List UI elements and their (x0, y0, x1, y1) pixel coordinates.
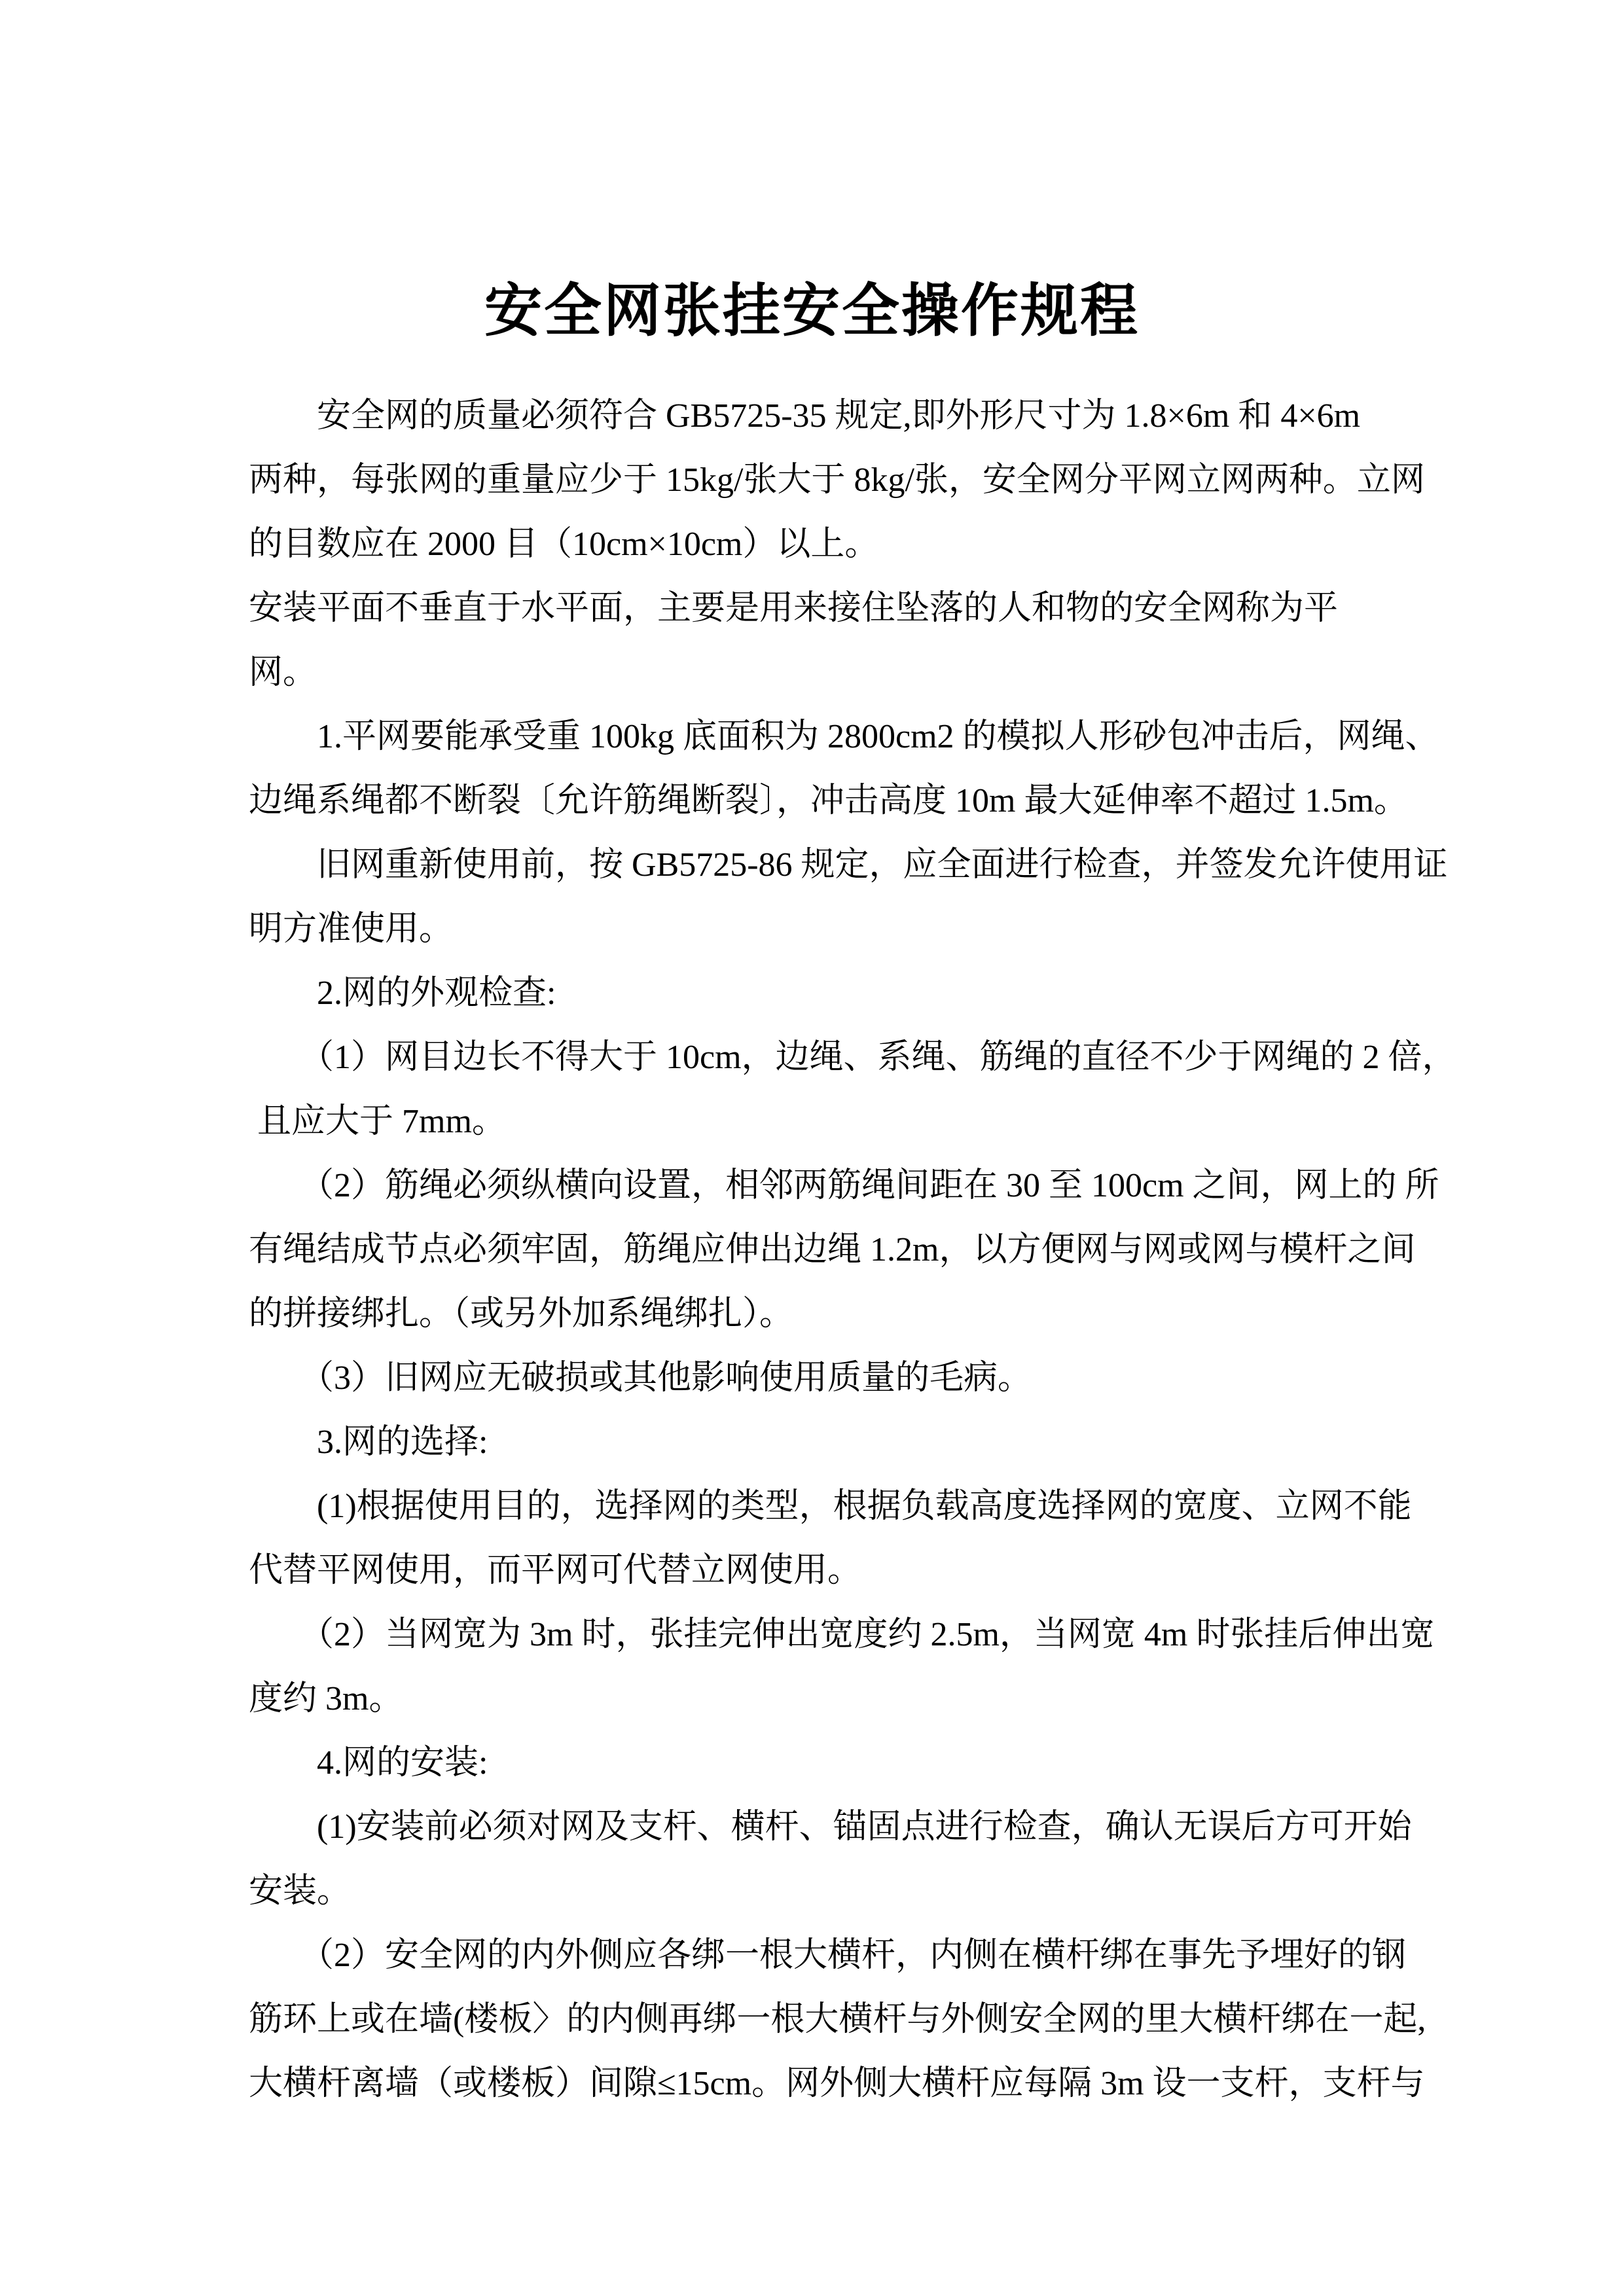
text-line: 4.网的安装: (249, 1744, 488, 1782)
text-line: （3）旧网应无破损或其他影响使用质量的毛病。 (249, 1359, 1032, 1397)
text-line: 网。 (249, 654, 317, 691)
text-line: 安全网的质量必须符合 GB5725-35 规定,即外形尺寸为 1.8×6m 和 4×6m (249, 397, 1361, 435)
text-line: 的目数应在 2000 目（10cm×10cm）以上。 (249, 526, 879, 563)
text-line: 的拼接绑扎。（或另外加系绳绑扎）。 (249, 1295, 794, 1333)
text-line: 且应大于 7mm。 (249, 1103, 506, 1140)
text-line: 明方准使用。 (249, 910, 454, 948)
text-line: (1)根据使用目的，选择网的类型，根据负载高度选择网的宽度、立网不能 (249, 1488, 1412, 1525)
text-line: 2.网的外观检查: (249, 975, 556, 1012)
text-line: 安装平面不垂直于水平面，主要是用来接住坠落的人和物的安全网称为平 (249, 590, 1339, 627)
page-title: 安全网张挂安全操作规程 (484, 280, 1140, 344)
text-line: 3.网的选择: (249, 1424, 488, 1461)
text-line: 有绳结成节点必须牢固，筋绳应伸出边绳 1.2m，以方便网与网或网与模杆之间 (249, 1231, 1416, 1268)
text-line: 两种，每张网的重量应少于 15kg/张大于 8kg/张，安全网分平网立网两种。立网 (249, 461, 1425, 499)
text-line: 大横杆离墙（或楼板）间隙≤15cm。网外侧大横杆应每隔 3m 设一支杆，支杆与 (249, 2065, 1425, 2102)
text-line: 旧网重新使用前，按 GB5725-86 规定，应全面进行检查，并签发允许使用证 (249, 846, 1448, 884)
text-line: 1.平网要能承受重 100kg 底面积为 2800cm2 的模拟人形砂包冲击后，网绳、 (249, 718, 1439, 755)
text-line: （1）网目边长不得大于 10cm，边绳、系绳、筋绳的直径不少于网绳的 2 倍， (249, 1039, 1456, 1076)
text-line: （2）筋绳必须纵横向设置，相邻两筋绳间距在 30 至 100cm 之间，网上的 所 (249, 1167, 1439, 1204)
text-line: 度约 3m。 (249, 1680, 403, 1717)
text-line: 代替平网使用，而平网可代替立网使用。 (249, 1552, 862, 1589)
text-line: 安装。 (249, 1873, 352, 1910)
text-line: （2）安全网的内外侧应各绑一根大横杆，内侧在横杆绑在事先予埋好的钢 (249, 1937, 1407, 1974)
text-line: 筋环上或在墙(楼板〉的内侧再绑一根大横杆与外侧安全网的里大横杆绑在一起, (249, 2001, 1426, 2038)
text-line: （2）当网宽为 3m 时，张挂完伸出宽度约 2.5m，当网宽 4m 时张挂后伸出宽 (249, 1616, 1435, 1653)
document-body (249, 384, 1456, 2116)
text-line: 边绳系绳都不断裂〔允许筋绳断裂〕，冲击高度 10m 最大延伸率不超过 1.5m。 (249, 782, 1408, 819)
text-line: (1)安装前必须对网及支杆、横杆、锚固点进行检查，确认无误后方可开始 (249, 1808, 1412, 1846)
